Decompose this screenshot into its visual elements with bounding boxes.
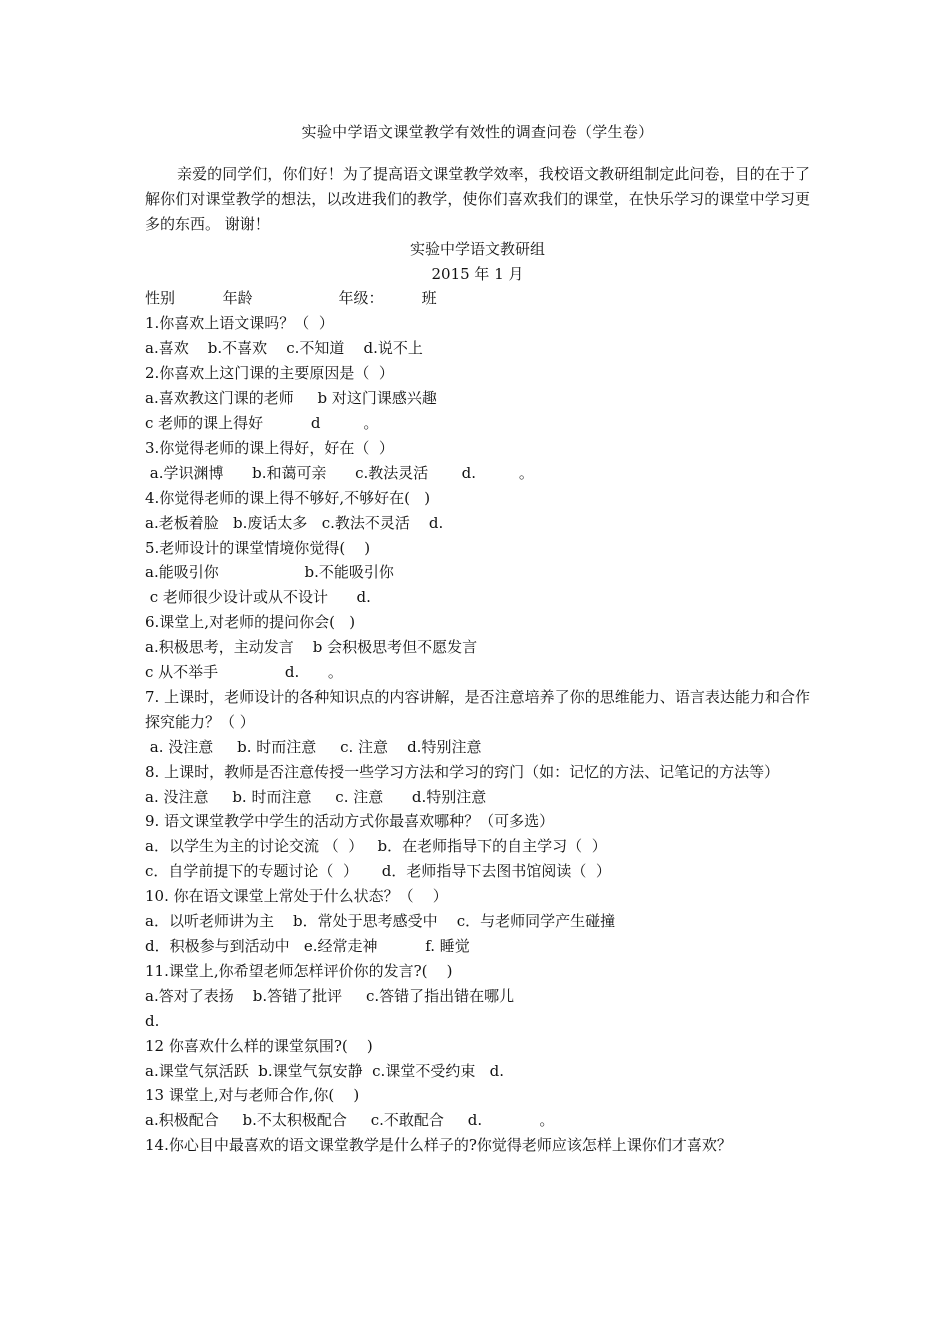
intro-paragraph: 亲爱的同学们，你们好！为了提高语文课堂教学效率，我校语文教研组制定此问卷，目的在于了解你们对课堂教学的想法，以改进我们的教学，使你们喜欢我们的课堂，在快乐学习的课堂中学习更多的东西。 谢谢！: [145, 164, 810, 233]
student-info-line: 性别 年龄 年级： 班: [145, 289, 437, 308]
question-4: 4.你觉得老师的课上得不够好,不够好在( ): [145, 488, 431, 507]
options-5b: c 老师很少设计或从不设计 d.: [145, 588, 371, 607]
question-10: 10. 你在语文课堂上常处于什么状态？（ ）: [145, 887, 448, 906]
page-title: 实验中学语文课堂教学有效性的调查问卷（学生卷）: [301, 123, 654, 141]
question-8: 8. 上课时，教师是否注意传授一些学习方法和学习的窍门（如：记忆的方法、记笔记的方法等）: [145, 762, 780, 781]
options-7: a. 没注意 b. 时而注意 c. 注意 d.特别注意: [145, 737, 482, 756]
signature-org: 实验中学语文教研组: [409, 239, 545, 258]
question-14: 14.你心目中最喜欢的语文课堂教学是什么样子的?你觉得老师应该怎样上课你们才喜欢？: [145, 1136, 732, 1155]
question-7: 7. 上课时，老师设计的各种知识点的内容讲解，是否注意培养了你的思维能力、语言表达能力和合作探究能力？（ ）: [145, 687, 810, 731]
options-2b: c 老师的课上得好 d 。: [145, 413, 379, 432]
options-10a: a．以听老师讲为主 b．常处于思考感受中 c．与老师同学产生碰撞: [145, 912, 616, 931]
options-9a: a．以学生为主的讨论交流 （ ） b．在老师指导下的自主学习（ ）: [145, 837, 607, 856]
options-6a: a.积极思考，主动发言 b 会积极思考但不愿发言: [145, 638, 478, 657]
question-2: 2.你喜欢上这门课的主要原因是（ ）: [145, 364, 394, 383]
options-6b: c 从不举手 d. 。: [145, 663, 343, 682]
question-9: 9. 语文课堂教学中学生的活动方式你最喜欢哪种？（可多选）: [145, 812, 555, 831]
question-1: 1.你喜欢上语文课吗？（ ）: [145, 314, 334, 333]
options-12: a.课堂气氛活跃 b.课堂气氛安静 c.课堂不受约束 d.: [145, 1061, 504, 1080]
options-9b: c．自学前提下的专题讨论（ ） d．老师指导下去图书馆阅读（ ）: [145, 862, 611, 881]
question-3: 3.你觉得老师的课上得好，好在（ ）: [145, 438, 394, 457]
options-8: a. 没注意 b. 时而注意 c. 注意 d.特别注意: [145, 787, 487, 806]
signature-date: 2015 年 1 月: [431, 264, 524, 283]
options-11a: a.答对了表扬 b.答错了批评 c.答错了指出错在哪儿: [145, 986, 515, 1005]
question-12: 12 你喜欢什么样的课堂氛围?( ): [145, 1036, 373, 1055]
options-5a: a.能吸引你 b.不能吸引你: [145, 563, 394, 582]
document-page: [145, 120, 810, 1158]
options-11b: d.: [145, 1011, 160, 1030]
options-4: a.老板着脸 b.废话太多 c.教法不灵活 d.: [145, 513, 444, 532]
question-11: 11.课堂上,你希望老师怎样评价你的发言?( ): [145, 961, 453, 980]
options-13: a.积极配合 b.不太积极配合 c.不敢配合 d. 。: [145, 1111, 555, 1130]
options-10b: d．积极参与到活动中 e.经常走神 f. 睡觉: [145, 937, 470, 955]
options-1: a.喜欢 b.不喜欢 c.不知道 d.说不上: [145, 339, 423, 358]
options-2a: a.喜欢教这门课的老师 b 对这门课感兴趣: [145, 389, 437, 408]
question-13: 13 课堂上,对与老师合作,你( ): [145, 1086, 360, 1105]
question-5: 5.老师设计的课堂情境你觉得( ): [145, 538, 371, 557]
options-3: a.学识渊博 b.和蔼可亲 c.教法灵活 d. 。: [145, 463, 534, 482]
question-6: 6.课堂上,对老师的提问你会( ): [145, 613, 356, 632]
